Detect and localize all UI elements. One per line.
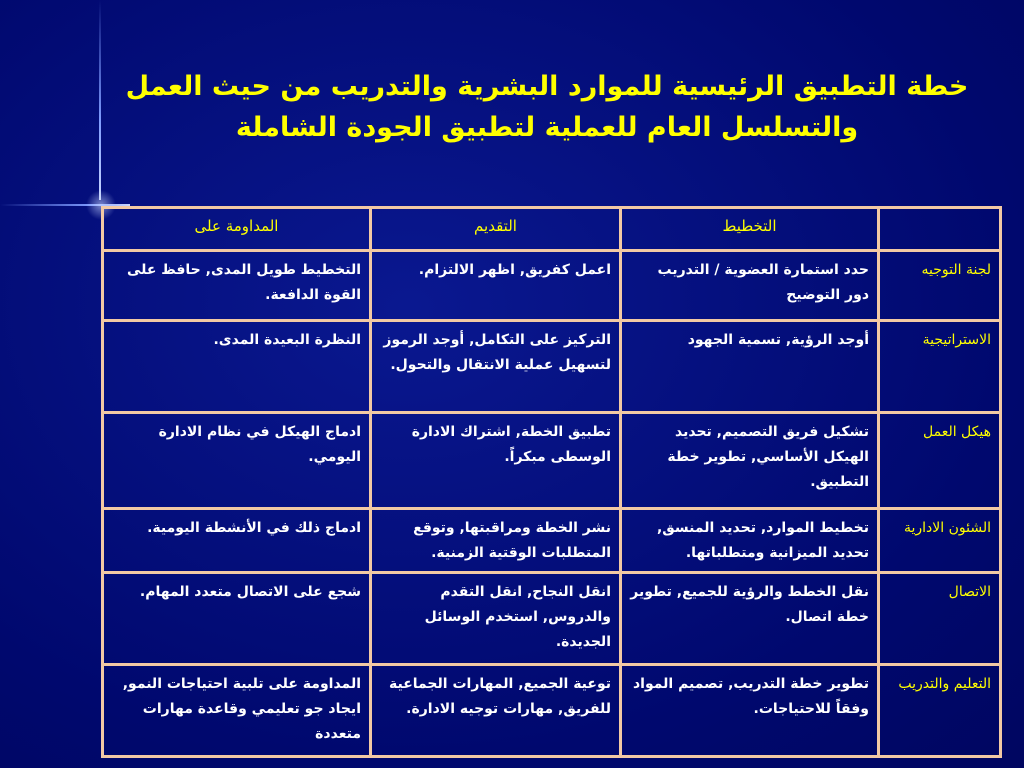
table-row	[103, 251, 1001, 321]
table-cell: ادماج ذلك في الأنشطة اليومية.	[103, 509, 371, 573]
table-cell: تخطيط الموارد, تحديد المنسق, تحديد الميزانية ومتطلباتها.	[621, 509, 879, 573]
table-cell: المداومة على تلبية احتياجات النمو, ايجاد جو تعليمي وقاعدة مهارات متعددة	[103, 665, 371, 757]
table-cell: تطوير خطة التدريب, تصميم المواد وفقاً للاحتياجات.	[621, 665, 879, 757]
row-label: لجنة التوجيه	[879, 251, 1001, 321]
decorative-vertical-line	[99, 0, 101, 200]
header-planning: التخطيط	[621, 208, 879, 251]
table-row	[103, 573, 1001, 665]
slide-title-line-1: خطة التطبيق الرئيسية للموارد البشرية والتدريب من حيث العمل	[125, 71, 969, 102]
table-row	[103, 509, 1001, 573]
table-cell: ادماج الهيكل في نظام الادارة اليومي.	[103, 413, 371, 509]
table-cell: التركيز على التكامل, أوجد الرموز لتسهيل عملية الانتقال والتحول.	[371, 321, 621, 413]
header-sustaining: المداومة على	[103, 208, 371, 251]
table-cell: توعية الجميع, المهارات الجماعية للفريق, مهارات توجيه الادارة.	[371, 665, 621, 757]
table-cell: التخطيط طويل المدى, حافظ على القوة الدافعة.	[103, 251, 371, 321]
table-cell: اعمل كفريق, اظهر الالتزام.	[371, 251, 621, 321]
table-cell: نشر الخطة ومراقبتها, وتوقع المتطلبات الوقتية الزمنية.	[371, 509, 621, 573]
table-cell: تشكيل فريق التصميم, تحديد الهيكل الأساسي, تطوير خطة التطبيق.	[621, 413, 879, 509]
table-row	[103, 665, 1001, 757]
table-cell: انقل النجاح, انقل التقدم والدروس, استخدم الوسائل الجديدة.	[371, 573, 621, 665]
table-cell: أوجد الرؤية, تسمية الجهود	[621, 321, 879, 413]
table-cell: حدد استمارة العضوية / التدريب دور التوضيح	[621, 251, 879, 321]
table-header-row	[103, 208, 1001, 251]
table-cell: النظرة البعيدة المدى.	[103, 321, 371, 413]
plan-table	[101, 206, 1002, 758]
table-row	[103, 413, 1001, 509]
row-label: التعليم والتدريب	[879, 665, 1001, 757]
slide-title	[110, 66, 984, 148]
table-cell: نقل الخطط والرؤية للجميع, تطوير خطة اتصال.	[621, 573, 879, 665]
slide-title-line-2: والتسلسل العام للعملية لتطبيق الجودة الشاملة	[235, 112, 859, 143]
row-label: الاستراتيجية	[879, 321, 1001, 413]
table-cell: تطبيق الخطة, اشتراك الادارة الوسطى مبكراً.	[371, 413, 621, 509]
header-empty-cell	[879, 208, 1001, 251]
row-label: الاتصال	[879, 573, 1001, 665]
row-label: الشئون الادارية	[879, 509, 1001, 573]
row-label: هيكل العمل	[879, 413, 1001, 509]
table-row	[103, 321, 1001, 413]
table-cell: شجع على الاتصال متعدد المهام.	[103, 573, 371, 665]
header-delivery: التقديم	[371, 208, 621, 251]
